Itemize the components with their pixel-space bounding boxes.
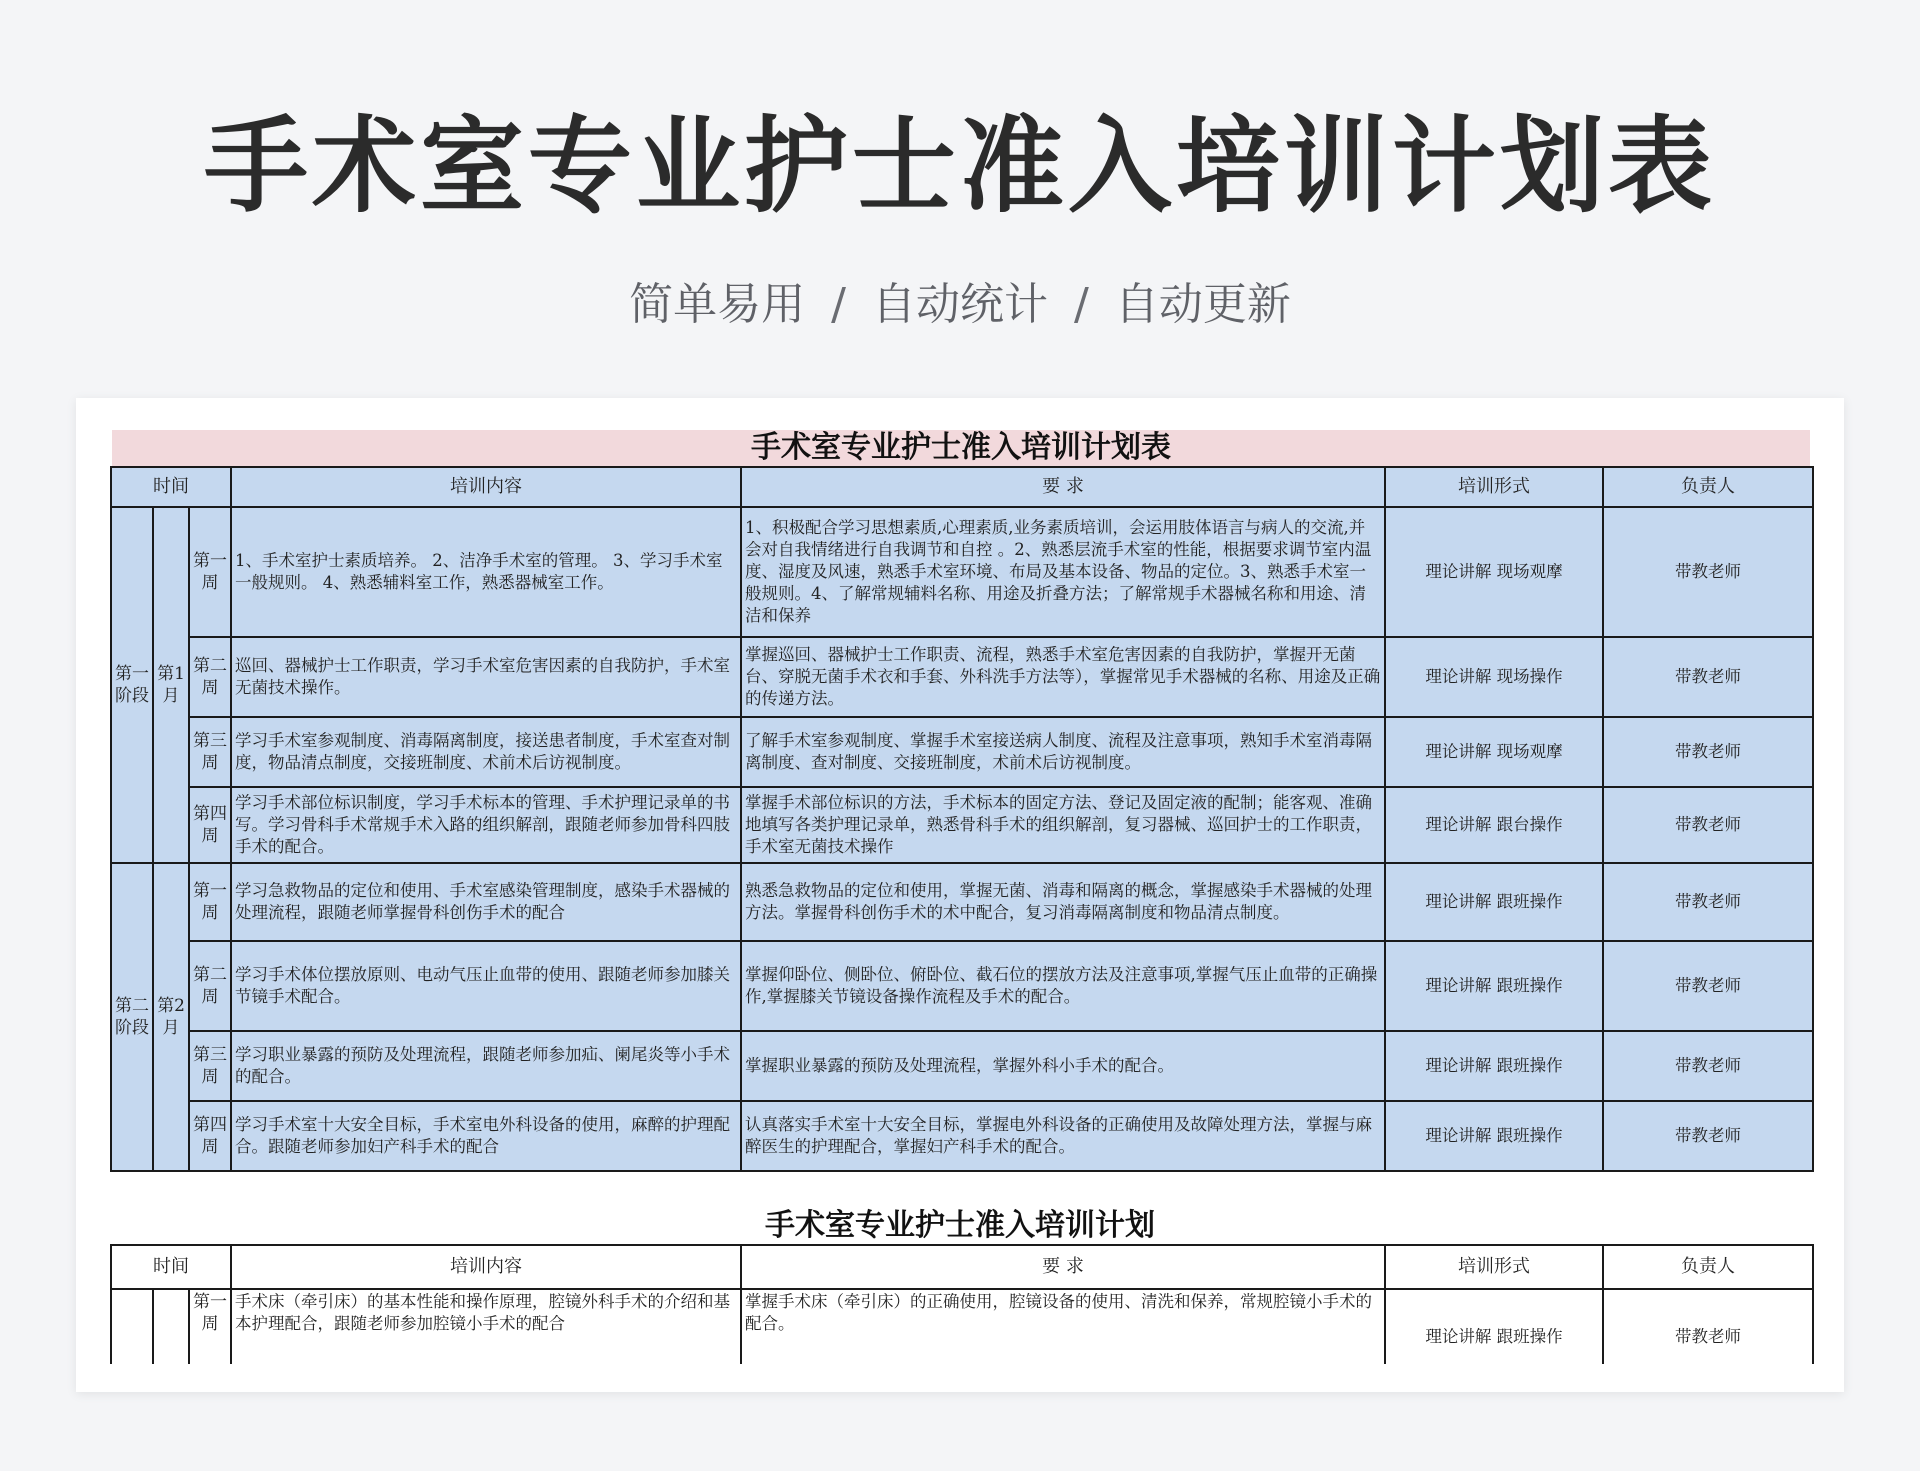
form-cell: 理论讲解 跟班操作: [1385, 1289, 1603, 1385]
month-cell: 第2月: [153, 863, 189, 1171]
person-cell: 带教老师: [1603, 1101, 1813, 1171]
month-cell: 第1月: [153, 507, 189, 863]
table-row: [111, 1101, 1813, 1171]
tag-auto-update: 自动更新: [1114, 279, 1291, 330]
requirement-cell: 掌握职业暴露的预防及处理流程，掌握外科小手术的配合。: [741, 1031, 1385, 1101]
content-cell: 手术床（牵引床）的基本性能和操作原理，腔镜外科手术的介绍和基本护理配合，跟随老师参加腔镜小手术的配合: [231, 1289, 741, 1385]
form-cell: 理论讲解 跟班操作: [1385, 1101, 1603, 1171]
content-cell: 学习手术体位摆放原则、电动气压止血带的使用、跟随老师参加膝关节镜手术配合。: [231, 941, 741, 1031]
requirement-cell: 熟悉急救物品的定位和使用，掌握无菌、消毒和隔离的概念，掌握感染手术器械的处理方法。掌握骨科创伤手术的术中配合，复习消毒隔离制度和物品清点制度。: [741, 863, 1385, 941]
header-person: 负责人: [1603, 467, 1813, 507]
person-cell: 带教老师: [1603, 1289, 1813, 1385]
separator: /: [831, 279, 846, 330]
form-cell: 理论讲解 跟台操作: [1385, 787, 1603, 863]
content-cell: 学习手术室十大安全目标，手术室电外科设备的使用，麻醉的护理配合。跟随老师参加妇产科手术的配合: [231, 1101, 741, 1171]
content-cell: 学习手术室参观制度、消毒隔离制度，接送患者制度，手术室查对制度，物品清点制度，交接班制度、术前术后访视制度。: [231, 717, 741, 787]
spreadsheet-preview: [76, 398, 1844, 1392]
card-bottom-fade: [76, 1364, 1844, 1392]
table-row: [111, 1031, 1813, 1101]
person-cell: 带教老师: [1603, 507, 1813, 637]
header-content: 培训内容: [231, 467, 741, 507]
table-header-row: [111, 1245, 1813, 1289]
week-cell: 第二周: [189, 941, 231, 1031]
person-cell: 带教老师: [1603, 787, 1813, 863]
separator: /: [1074, 279, 1089, 330]
requirement-cell: 掌握仰卧位、侧卧位、俯卧位、截石位的摆放方法及注意事项,掌握气压止血带的正确操作,掌握膝关节镜设备操作流程及手术的配合。: [741, 941, 1385, 1031]
person-cell: 带教老师: [1603, 863, 1813, 941]
content-cell: 学习职业暴露的预防及处理流程，跟随老师参加疝、阑尾炎等小手术的配合。: [231, 1031, 741, 1101]
requirement-cell: 1、积极配合学习思想素质,心理素质,业务素质培训，会运用肢体语言与病人的交流,并会对自我情绪进行自我调节和自控 。2、熟悉层流手术室的性能，根据要求调节室内温度、湿度及风速，熟悉手术室环境、布局及基本设备、物品的定位。3、熟悉手术室一般规则。4、了解常规辅料名称、用途及折叠方法；了解常规手术器械名称和用途、清洁和保养: [741, 507, 1385, 637]
sheet-title: 手术室专业护士准入培训计划表: [112, 430, 1810, 466]
header-requirement: 要 求: [741, 1245, 1385, 1289]
form-cell: 理论讲解 跟班操作: [1385, 863, 1603, 941]
page-title: 手术室专业护士准入培训计划表: [203, 105, 1716, 227]
table-row: [111, 507, 1813, 637]
header-time: 时间: [111, 1245, 231, 1289]
person-cell: 带教老师: [1603, 1031, 1813, 1101]
person-cell: 带教老师: [1603, 717, 1813, 787]
form-cell: 理论讲解 现场操作: [1385, 637, 1603, 717]
person-cell: 带教老师: [1603, 637, 1813, 717]
tag-easy: 简单易用: [629, 279, 806, 330]
form-cell: 理论讲解 现场观摩: [1385, 717, 1603, 787]
header-requirement: 要 求: [741, 467, 1385, 507]
header-time: 时间: [111, 467, 231, 507]
week-cell: 第四周: [189, 1101, 231, 1171]
requirement-cell: 认真落实手术室十大安全目标，掌握电外科设备的正确使用及故障处理方法，掌握与麻醉医生的护理配合，掌握妇产科手术的配合。: [741, 1101, 1385, 1171]
training-plan-table: [110, 466, 1814, 1172]
week-cell: 第一周: [189, 863, 231, 941]
requirement-cell: 掌握巡回、器械护士工作职责、流程，熟悉手术室危害因素的自我防护，掌握开无菌台、穿脱无菌手术衣和手套、外科洗手方法等），掌握常见手术器械的名称、用途及正确的传递方法。: [741, 637, 1385, 717]
sheet2-title: 手术室专业护士准入培训计划: [765, 1208, 1155, 1243]
table-row: [111, 717, 1813, 787]
header-form: 培训形式: [1385, 1245, 1603, 1289]
table-row: [111, 637, 1813, 717]
table-header-row: [111, 467, 1813, 507]
form-cell: 理论讲解 跟班操作: [1385, 1031, 1603, 1101]
person-cell: 带教老师: [1603, 941, 1813, 1031]
stage-cell: 第一阶段: [111, 507, 153, 863]
week-cell: 第二周: [189, 637, 231, 717]
content-cell: 学习手术部位标识制度，学习手术标本的管理、手术护理记录单的书写。学习骨科手术常规手术入路的组织解剖，跟随老师参加骨科四肢手术的配合。: [231, 787, 741, 863]
content-cell: 学习急救物品的定位和使用、手术室感染管理制度，感染手术器械的处理流程，跟随老师掌握骨科创伤手术的配合: [231, 863, 741, 941]
table-row: [111, 941, 1813, 1031]
week-cell: 第三周: [189, 717, 231, 787]
requirement-cell: 了解手术室参观制度、掌握手术室接送病人制度、流程及注意事项，熟知手术室消毒隔离制度、查对制度、交接班制度，术前术后访视制度。: [741, 717, 1385, 787]
week-cell: 第一周: [189, 507, 231, 637]
table-row: [111, 863, 1813, 941]
header-form: 培训形式: [1385, 467, 1603, 507]
content-cell: 巡回、器械护士工作职责，学习手术室危害因素的自我防护，手术室无菌技术操作。: [231, 637, 741, 717]
week-cell: 第四周: [189, 787, 231, 863]
form-cell: 理论讲解 现场观摩: [1385, 507, 1603, 637]
header-person: 负责人: [1603, 1245, 1813, 1289]
table-row: [111, 787, 1813, 863]
header-content: 培训内容: [231, 1245, 741, 1289]
requirement-cell: 掌握手术部位标识的方法，手术标本的固定方法、登记及固定液的配制；能客观、准确地填写各类护理记录单，熟悉骨科手术的组织解剖，复习器械、巡回护士的工作职责，手术室无菌技术操作: [741, 787, 1385, 863]
form-cell: 理论讲解 跟班操作: [1385, 941, 1603, 1031]
feature-tagline: [0, 268, 1920, 332]
requirement-cell: 掌握手术床（牵引床）的正确使用，腔镜设备的使用、清洗和保养，常规腔镜小手术的配合。: [741, 1289, 1385, 1385]
week-cell: 第三周: [189, 1031, 231, 1101]
content-cell: 1、手术室护士素质培养。 2、洁净手术室的管理。 3、学习手术室一般规则。 4、熟悉辅料室工作，熟悉器械室工作。: [231, 507, 741, 637]
tag-auto-stats: 自动统计: [872, 279, 1048, 330]
week-cell: 第一周: [189, 1289, 231, 1385]
stage-cell: 第二阶段: [111, 863, 153, 1171]
